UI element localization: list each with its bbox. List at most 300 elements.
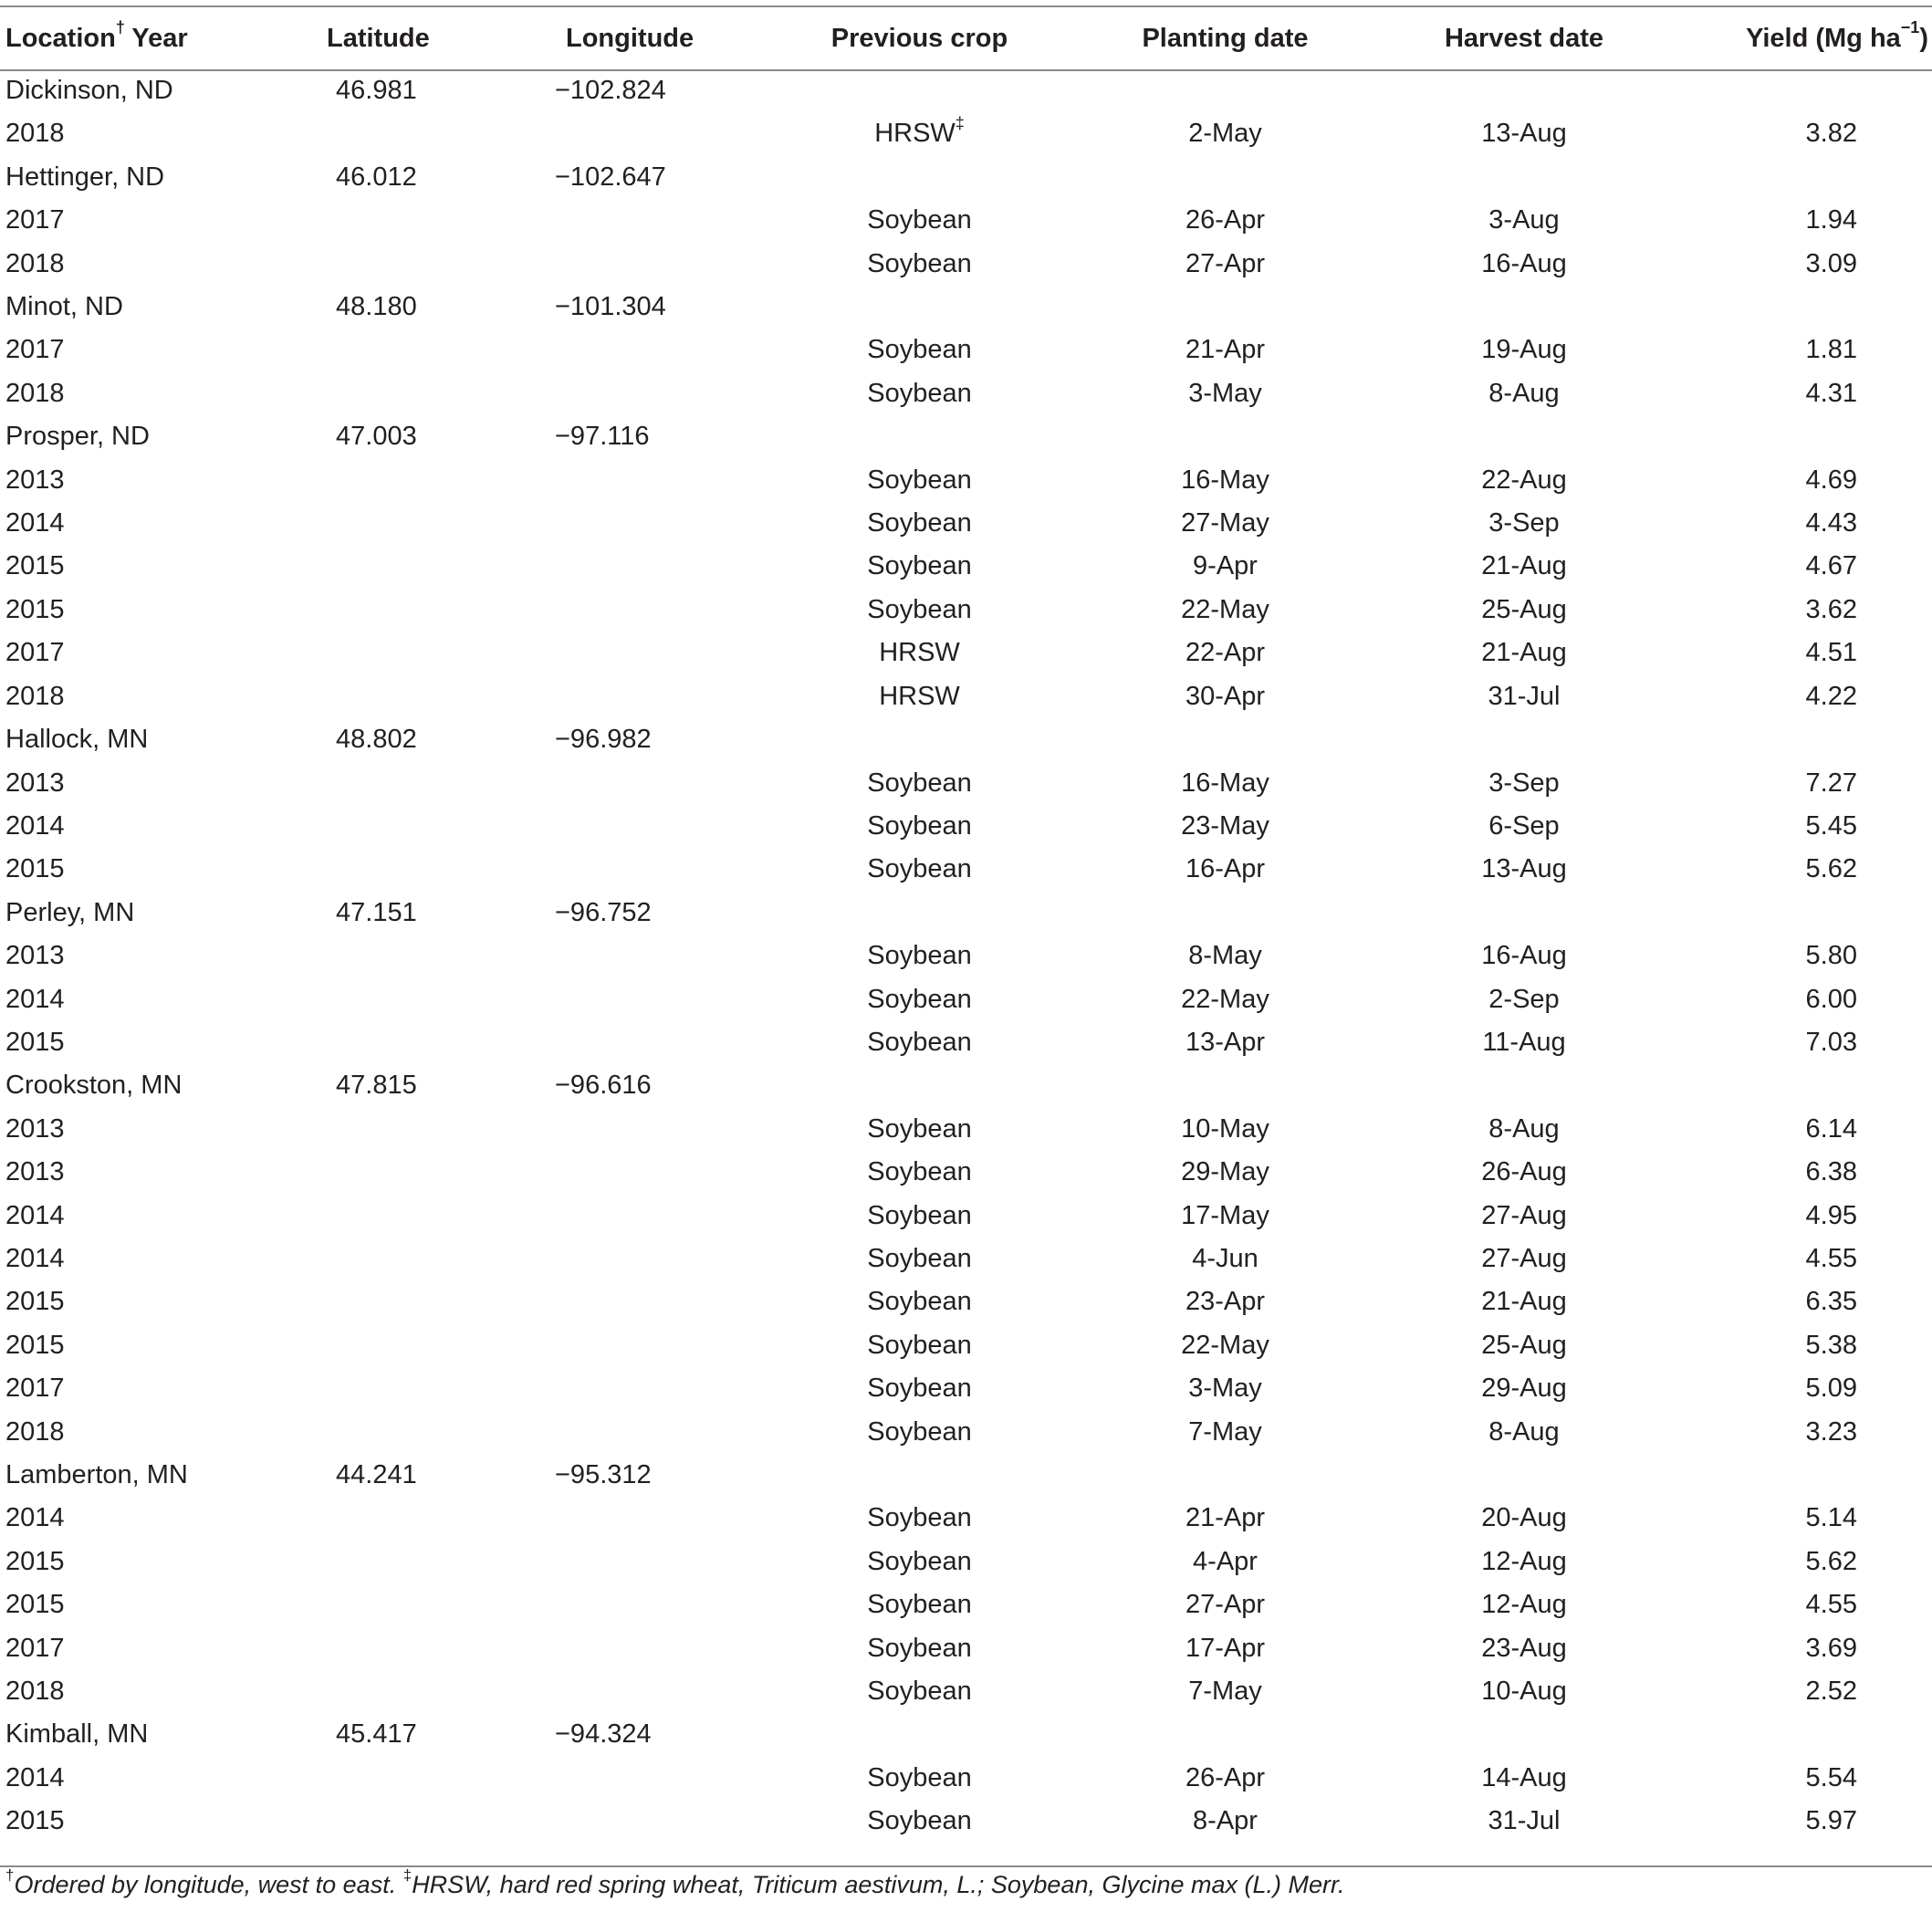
cell-planting-date: 3-May — [1188, 378, 1262, 408]
cell-harvest-date — [1392, 718, 1656, 761]
cell-yield: 6.35 — [1805, 1287, 1857, 1317]
table-row — [0, 1280, 1932, 1323]
cell-planting-date: 26-Apr — [1185, 205, 1266, 235]
cell-yield — [1656, 1454, 1932, 1497]
cell-location-year: 2018 — [5, 119, 65, 149]
site-data-table — [0, 7, 1932, 1844]
cell-planting-date — [1059, 69, 1392, 112]
cell-previous-crop: Soybean — [867, 1633, 972, 1663]
table-row — [0, 848, 1932, 891]
cell-yield — [1656, 156, 1932, 199]
cell-planting-date: 4-Jun — [1192, 1243, 1258, 1273]
cell-harvest-date: 25-Aug — [1481, 1330, 1567, 1360]
cell-harvest-date — [1392, 1064, 1656, 1107]
cell-previous-crop — [780, 156, 1059, 199]
cell-planting-date: 3-May — [1188, 1374, 1262, 1404]
table-row — [0, 1800, 1932, 1843]
cell-previous-crop: Soybean — [867, 810, 972, 841]
cell-longitude: −94.324 — [555, 1719, 652, 1750]
cell-planting-date: 8-Apr — [1193, 1806, 1258, 1836]
cell-previous-crop: Soybean — [867, 1157, 972, 1187]
cell-latitude — [292, 1021, 465, 1064]
cell-previous-crop: Soybean — [867, 1330, 972, 1360]
cell-location-year: 2017 — [5, 1633, 65, 1663]
cell-previous-crop — [780, 1454, 1059, 1497]
cell-previous-crop: Soybean — [867, 248, 972, 278]
table-row — [0, 545, 1932, 588]
cell-location-year: 2015 — [5, 1546, 65, 1576]
cell-yield: 4.22 — [1805, 681, 1857, 711]
cell-yield: 7.27 — [1805, 768, 1857, 798]
cell-harvest-date: 12-Aug — [1481, 1546, 1567, 1576]
table-body — [0, 69, 1932, 1844]
cell-latitude — [292, 243, 465, 286]
cell-location-year: 2017 — [5, 335, 65, 365]
cell-harvest-date — [1392, 286, 1656, 329]
cell-previous-crop: Soybean — [867, 508, 972, 538]
cell-latitude: 47.003 — [336, 422, 417, 452]
table-row — [0, 632, 1932, 674]
table-row — [0, 1367, 1932, 1410]
cell-location-year: 2015 — [5, 1806, 65, 1836]
cell-planting-date: 27-Apr — [1185, 1590, 1266, 1620]
cell-previous-crop: Soybean — [867, 1200, 972, 1230]
cell-location-year: Crookston, MN — [5, 1071, 183, 1101]
cell-harvest-date: 29-Aug — [1481, 1374, 1567, 1404]
cell-location-year: Kimball, MN — [5, 1719, 149, 1750]
table-row — [0, 978, 1932, 1021]
cell-location-year: 2014 — [5, 508, 65, 538]
header-longitude: Longitude — [566, 24, 694, 53]
cell-longitude — [465, 589, 780, 632]
cell-longitude — [465, 1627, 780, 1670]
cell-location-year: Lamberton, MN — [5, 1460, 188, 1489]
cell-location-year: Hallock, MN — [5, 725, 149, 755]
cell-planting-date: 21-Apr — [1185, 335, 1266, 365]
cell-latitude — [292, 545, 465, 588]
cell-longitude — [465, 935, 780, 977]
cell-latitude: 46.981 — [336, 76, 417, 105]
cell-harvest-date — [1392, 1454, 1656, 1497]
cell-planting-date: 17-Apr — [1185, 1633, 1266, 1663]
cell-planting-date: 9-Apr — [1193, 551, 1258, 581]
cell-previous-crop: Soybean — [867, 1503, 972, 1533]
cell-previous-crop: Soybean — [867, 1762, 972, 1792]
cell-previous-crop — [780, 69, 1059, 112]
cell-yield — [1656, 892, 1932, 935]
cell-latitude: 48.180 — [336, 292, 417, 322]
cell-location-year: 2014 — [5, 1200, 65, 1230]
cell-latitude — [292, 459, 465, 502]
cell-location-year: 2013 — [5, 465, 65, 495]
cell-longitude — [465, 243, 780, 286]
cell-latitude — [292, 1757, 465, 1800]
cell-longitude — [465, 1757, 780, 1800]
cell-longitude — [465, 1195, 780, 1238]
cell-previous-crop: Soybean — [867, 594, 972, 624]
table-row — [0, 762, 1932, 805]
cell-yield — [1656, 286, 1932, 329]
cell-harvest-date: 10-Aug — [1481, 1677, 1567, 1707]
table-row — [0, 286, 1932, 329]
cell-yield: 4.31 — [1805, 378, 1857, 408]
cell-planting-date: 4-Apr — [1193, 1546, 1258, 1576]
cell-yield: 1.94 — [1805, 205, 1857, 235]
cell-yield — [1656, 1713, 1932, 1756]
cell-location-year: 2013 — [5, 768, 65, 798]
cell-latitude — [292, 1670, 465, 1713]
cell-yield: 3.09 — [1805, 248, 1857, 278]
cell-harvest-date: 2-Sep — [1488, 984, 1560, 1014]
cell-location-year: Prosper, ND — [5, 422, 150, 452]
table-row — [0, 1541, 1932, 1583]
cell-previous-crop: Soybean — [867, 1027, 972, 1057]
cell-yield: 6.38 — [1805, 1157, 1857, 1187]
cell-previous-crop — [780, 286, 1059, 329]
cell-latitude — [292, 675, 465, 718]
cell-planting-date: 30-Apr — [1185, 681, 1266, 711]
cell-yield: 3.62 — [1805, 594, 1857, 624]
cell-latitude — [292, 762, 465, 805]
cell-latitude — [292, 1151, 465, 1194]
cell-previous-crop: Soybean — [867, 551, 972, 581]
cell-yield: 5.54 — [1805, 1762, 1857, 1792]
table-row — [0, 1238, 1932, 1280]
cell-previous-crop: Soybean — [867, 768, 972, 798]
table-row — [0, 675, 1932, 718]
header-latitude: Latitude — [327, 24, 430, 53]
cell-longitude — [465, 112, 780, 155]
cell-planting-date — [1059, 1454, 1392, 1497]
cell-harvest-date — [1392, 892, 1656, 935]
table-row — [0, 589, 1932, 632]
cell-latitude: 45.417 — [336, 1719, 417, 1750]
cell-previous-crop — [780, 1064, 1059, 1107]
cell-latitude — [292, 1195, 465, 1238]
header-previous-crop: Previous crop — [830, 24, 1008, 53]
cell-planting-date: 16-May — [1181, 465, 1269, 495]
cell-latitude — [292, 1367, 465, 1410]
cell-longitude: −96.982 — [555, 725, 652, 755]
cell-location-year: 2015 — [5, 1287, 65, 1317]
cell-latitude — [292, 372, 465, 415]
cell-yield: 5.97 — [1805, 1806, 1857, 1836]
table-row — [0, 502, 1932, 545]
cell-harvest-date: 20-Aug — [1481, 1503, 1567, 1533]
cell-harvest-date: 25-Aug — [1481, 594, 1567, 624]
cell-harvest-date — [1392, 1713, 1656, 1756]
cell-latitude — [292, 935, 465, 977]
cell-harvest-date: 21-Aug — [1481, 551, 1567, 581]
cell-longitude — [465, 848, 780, 891]
cell-harvest-date: 3-Aug — [1488, 205, 1560, 235]
table-row — [0, 199, 1932, 242]
cell-yield: 6.14 — [1805, 1113, 1857, 1144]
table-row — [0, 243, 1932, 286]
cell-latitude — [292, 1627, 465, 1670]
table-row — [0, 329, 1932, 371]
table-row — [0, 1670, 1932, 1713]
cell-planting-date: 22-May — [1181, 984, 1269, 1014]
cell-previous-crop: Soybean — [867, 1590, 972, 1620]
cell-harvest-date: 31-Jul — [1488, 1806, 1561, 1836]
cell-harvest-date — [1392, 156, 1656, 199]
cell-yield: 2.52 — [1805, 1677, 1857, 1707]
cell-longitude — [465, 1324, 780, 1367]
cell-longitude — [465, 545, 780, 588]
cell-yield: 5.14 — [1805, 1503, 1857, 1533]
table-row — [0, 805, 1932, 848]
table-row — [0, 459, 1932, 502]
cell-longitude — [465, 1411, 780, 1454]
header-yield: Yield (Mg $ha^{-1}$) — [1746, 18, 1928, 53]
table-row — [0, 1627, 1932, 1670]
cell-location-year: 2015 — [5, 1330, 65, 1360]
table-header — [0, 7, 1932, 69]
cell-planting-date: 10-May — [1181, 1113, 1269, 1144]
cell-planting-date: 8-May — [1188, 941, 1262, 971]
cell-planting-date: 22-May — [1181, 1330, 1269, 1360]
cell-harvest-date — [1392, 415, 1656, 458]
cell-longitude — [465, 459, 780, 502]
table-row — [0, 892, 1932, 935]
table-row — [0, 1324, 1932, 1367]
cell-planting-date — [1059, 156, 1392, 199]
cell-longitude — [465, 1280, 780, 1323]
cell-longitude — [465, 1108, 780, 1151]
cell-harvest-date: 31-Jul — [1488, 681, 1561, 711]
cell-location-year: Hettinger, ND — [5, 162, 165, 192]
table-bottom-rule — [0, 1865, 1932, 1867]
cell-planting-date: 17-May — [1181, 1200, 1269, 1230]
cell-planting-date: 7-May — [1188, 1416, 1262, 1447]
cell-harvest-date: 16-Aug — [1481, 248, 1567, 278]
cell-previous-crop: Soybean — [867, 854, 972, 884]
table-row — [0, 1497, 1932, 1540]
cell-planting-date — [1059, 1713, 1392, 1756]
cell-longitude — [465, 199, 780, 242]
cell-longitude — [465, 1367, 780, 1410]
cell-latitude — [292, 1497, 465, 1540]
cell-previous-crop — [780, 718, 1059, 761]
cell-previous-crop: Soybean — [867, 1806, 972, 1836]
cell-location-year: 2015 — [5, 551, 65, 581]
cell-latitude — [292, 1800, 465, 1843]
cell-planting-date — [1059, 892, 1392, 935]
cell-previous-crop — [780, 1713, 1059, 1756]
cell-harvest-date: 12-Aug — [1481, 1590, 1567, 1620]
cell-latitude — [292, 329, 465, 371]
cell-latitude — [292, 1541, 465, 1583]
cell-location-year: 2017 — [5, 638, 65, 668]
cell-previous-crop: HRSW‡ — [874, 113, 965, 149]
cell-longitude — [465, 1800, 780, 1843]
table-row — [0, 1064, 1932, 1107]
cell-harvest-date: 13-Aug — [1481, 854, 1567, 884]
cell-previous-crop: HRSW — [879, 638, 960, 668]
cell-yield: 3.69 — [1805, 1633, 1857, 1663]
cell-location-year: 2013 — [5, 941, 65, 971]
cell-previous-crop: Soybean — [867, 1677, 972, 1707]
cell-previous-crop: Soybean — [867, 205, 972, 235]
cell-planting-date: 21-Apr — [1185, 1503, 1266, 1533]
header-location-year: Location† Year — [5, 18, 188, 53]
cell-previous-crop — [780, 892, 1059, 935]
cell-harvest-date: 27-Aug — [1481, 1200, 1567, 1230]
cell-planting-date: 27-May — [1181, 508, 1269, 538]
cell-harvest-date: 14-Aug — [1481, 1762, 1567, 1792]
table-row — [0, 1195, 1932, 1238]
cell-previous-crop: Soybean — [867, 465, 972, 495]
cell-yield — [1656, 69, 1932, 112]
cell-location-year: 2017 — [5, 1374, 65, 1404]
cell-previous-crop: Soybean — [867, 335, 972, 365]
cell-yield: 5.62 — [1805, 854, 1857, 884]
cell-location-year: 2015 — [5, 594, 65, 624]
cell-longitude: −96.616 — [555, 1071, 652, 1101]
table-row — [0, 1454, 1932, 1497]
cell-longitude — [465, 1583, 780, 1626]
cell-yield: 5.38 — [1805, 1330, 1857, 1360]
cell-latitude — [292, 1280, 465, 1323]
table-row — [0, 1757, 1932, 1800]
cell-latitude: 44.241 — [336, 1460, 417, 1489]
cell-longitude — [465, 1151, 780, 1194]
cell-harvest-date: 3-Sep — [1488, 768, 1560, 798]
cell-yield: 7.03 — [1805, 1027, 1857, 1057]
cell-longitude: −96.752 — [555, 897, 652, 927]
cell-yield: 5.62 — [1805, 1546, 1857, 1576]
cell-yield: 5.45 — [1805, 810, 1857, 841]
cell-longitude: −95.312 — [555, 1460, 652, 1489]
cell-previous-crop — [780, 415, 1059, 458]
cell-longitude — [465, 372, 780, 415]
cell-longitude — [465, 1238, 780, 1280]
cell-latitude — [292, 199, 465, 242]
cell-yield: 4.95 — [1805, 1200, 1857, 1230]
cell-planting-date: 16-Apr — [1185, 854, 1266, 884]
table-row — [0, 415, 1932, 458]
cell-harvest-date: 6-Sep — [1488, 810, 1560, 841]
cell-yield — [1656, 718, 1932, 761]
cell-planting-date: 23-May — [1181, 810, 1269, 841]
cell-previous-crop: Soybean — [867, 1546, 972, 1576]
cell-longitude: −102.647 — [555, 162, 666, 192]
cell-harvest-date: 26-Aug — [1481, 1157, 1567, 1187]
cell-latitude — [292, 1583, 465, 1626]
cell-harvest-date — [1392, 69, 1656, 112]
cell-yield: 6.00 — [1805, 984, 1857, 1014]
cell-longitude — [465, 502, 780, 545]
cell-latitude: 47.815 — [336, 1071, 417, 1101]
cell-yield: 1.81 — [1805, 335, 1857, 365]
table-row — [0, 718, 1932, 761]
cell-yield: 4.43 — [1805, 508, 1857, 538]
table-row — [0, 156, 1932, 199]
cell-harvest-date: 8-Aug — [1488, 1113, 1560, 1144]
cell-harvest-date: 11-Aug — [1482, 1027, 1566, 1057]
cell-latitude: 47.151 — [336, 897, 417, 927]
cell-longitude — [465, 1497, 780, 1540]
table-row — [0, 1583, 1932, 1626]
cell-previous-crop: Soybean — [867, 1416, 972, 1447]
cell-location-year: Dickinson, ND — [5, 76, 173, 105]
cell-yield — [1656, 415, 1932, 458]
cell-previous-crop: Soybean — [867, 1243, 972, 1273]
cell-planting-date: 16-May — [1181, 768, 1269, 798]
cell-longitude: −97.116 — [555, 422, 650, 452]
cell-previous-crop: HRSW — [879, 681, 960, 711]
cell-planting-date — [1059, 1064, 1392, 1107]
cell-location-year: 2017 — [5, 205, 65, 235]
cell-planting-date: 22-Apr — [1185, 638, 1266, 668]
cell-planting-date: 27-Apr — [1185, 248, 1266, 278]
cell-previous-crop: Soybean — [867, 1287, 972, 1317]
cell-yield: 3.23 — [1805, 1416, 1857, 1447]
cell-location-year: 2018 — [5, 378, 65, 408]
table-row — [0, 1151, 1932, 1194]
cell-yield: 4.55 — [1805, 1243, 1857, 1273]
cell-planting-date — [1059, 415, 1392, 458]
cell-location-year: 2013 — [5, 1157, 65, 1187]
cell-longitude — [465, 675, 780, 718]
cell-harvest-date: 22-Aug — [1481, 465, 1567, 495]
cell-latitude — [292, 978, 465, 1021]
cell-location-year: 2014 — [5, 810, 65, 841]
cell-previous-crop: Soybean — [867, 941, 972, 971]
header-harvest-date: Harvest date — [1444, 24, 1604, 53]
cell-harvest-date: 3-Sep — [1488, 508, 1560, 538]
header-planting-date: Planting date — [1142, 24, 1309, 53]
cell-longitude — [465, 632, 780, 674]
cell-location-year: Minot, ND — [5, 292, 123, 322]
cell-latitude — [292, 805, 465, 848]
cell-longitude — [465, 329, 780, 371]
cell-yield: 4.67 — [1805, 551, 1857, 581]
cell-location-year: 2014 — [5, 1762, 65, 1792]
cell-location-year: 2018 — [5, 1677, 65, 1707]
cell-harvest-date: 13-Aug — [1481, 119, 1567, 149]
cell-planting-date: 26-Apr — [1185, 1762, 1266, 1792]
cell-latitude: 46.012 — [336, 162, 417, 192]
table-row — [0, 1108, 1932, 1151]
cell-planting-date: 23-Apr — [1185, 1287, 1266, 1317]
table-row — [0, 112, 1932, 155]
cell-latitude — [292, 1411, 465, 1454]
cell-latitude: 48.802 — [336, 725, 417, 755]
table-row — [0, 372, 1932, 415]
cell-latitude — [292, 1238, 465, 1280]
cell-location-year: 2015 — [5, 854, 65, 884]
cell-yield: 3.82 — [1805, 119, 1857, 149]
cell-harvest-date: 8-Aug — [1488, 378, 1560, 408]
cell-location-year: 2015 — [5, 1590, 65, 1620]
cell-longitude — [465, 1021, 780, 1064]
table-footnote: †Ordered by longitude, west to east. ‡HRSW, hard red spring wheat, Triticum aestivum, L.; Soybean, Glycine max (L.) Merr. — [5, 1866, 1345, 1898]
cell-latitude — [292, 502, 465, 545]
cell-location-year: Perley, MN — [5, 897, 135, 927]
cell-planting-date: 7-May — [1188, 1677, 1262, 1707]
cell-planting-date: 22-May — [1181, 594, 1269, 624]
cell-latitude — [292, 848, 465, 891]
cell-location-year: 2014 — [5, 1503, 65, 1533]
cell-longitude — [465, 762, 780, 805]
cell-previous-crop: Soybean — [867, 378, 972, 408]
cell-location-year: 2014 — [5, 1243, 65, 1273]
cell-yield: 5.09 — [1805, 1374, 1857, 1404]
cell-previous-crop: Soybean — [867, 1374, 972, 1404]
cell-location-year: 2013 — [5, 1113, 65, 1144]
